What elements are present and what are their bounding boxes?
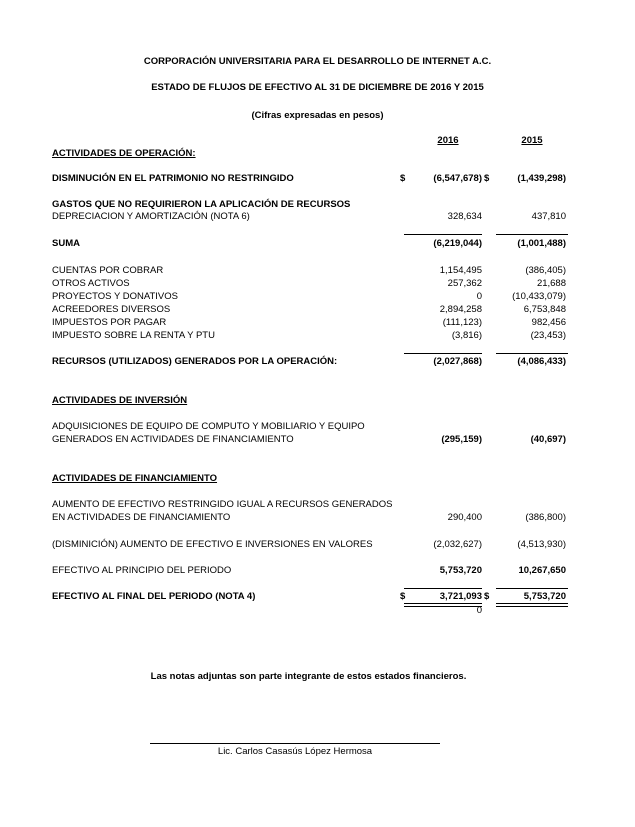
gastos-heading: GASTOS QUE NO REQUIRIERON LA APLICACIÓN DE RECURSOS	[52, 199, 351, 210]
rule-line	[496, 234, 568, 235]
value-2015: 437,810	[531, 211, 566, 222]
row-label-disminucion-patrimonio: DISMINUCIÓN EN EL PATRIMONIO NO RESTRINGIDO	[52, 173, 294, 184]
section-heading-financiamiento: ACTIVIDADES DE FINANCIAMIENTO	[52, 473, 218, 484]
value-2015: (4,086,433)	[517, 356, 566, 367]
company-name: CORPORACIÓN UNIVERSITARIA PARA EL DESARROLLO DE INTERNET A.C.	[143, 56, 492, 67]
column-header-2016: 2016	[437, 135, 459, 146]
currency-sign: $	[400, 173, 406, 184]
row-label-adquisiciones-cont: GENERADOS EN ACTIVIDADES DE FINANCIAMIENTO	[52, 434, 294, 445]
value-2015: 982,456	[531, 317, 566, 328]
rule-line	[404, 234, 482, 235]
value-2016: 290,400	[447, 512, 482, 523]
value-2015: (10,433,079)	[512, 291, 566, 302]
signature-name: Lic. Carlos Casasús López Hermosa	[217, 746, 373, 757]
currency-sign: $	[400, 591, 406, 602]
rule-line	[404, 353, 482, 354]
row-label-cuentas-por-cobrar: CUENTAS POR COBRAR	[52, 265, 164, 276]
column-header-2015: 2015	[521, 135, 543, 146]
row-label-suma: SUMA	[52, 238, 80, 249]
row-label-otros-activos: OTROS ACTIVOS	[52, 278, 130, 289]
value-2015: (23,453)	[530, 330, 566, 341]
value-2016: 5,753,720	[439, 565, 482, 576]
row-label-impuesto-renta-ptu: IMPUESTO SOBRE LA RENTA Y PTU	[52, 330, 215, 341]
value-2016: (2,027,868)	[433, 356, 482, 367]
double-rule-line	[496, 603, 568, 607]
currency-sign: $	[484, 591, 490, 602]
value-2016: (295,159)	[441, 434, 482, 445]
row-label-disminucion-efectivo: (DISMINICIÓN) AUMENTO DE EFECTIVO E INVERSIONES EN VALORES	[52, 539, 373, 550]
row-label-acreedores-diversos: ACREEDORES DIVERSOS	[52, 304, 171, 315]
value-2015: 6,753,848	[523, 304, 566, 315]
section-heading-inversion: ACTIVIDADES DE INVERSIÓN	[52, 395, 188, 406]
value-2016: (6,547,678)	[433, 173, 482, 184]
footer-note: Las notas adjuntas son parte integrante de estos estados financieros.	[150, 671, 467, 682]
value-2015: 5,753,720	[523, 591, 566, 602]
value-2016: 257,362	[447, 278, 482, 289]
value-2015: (386,800)	[525, 512, 566, 523]
signature-line	[150, 743, 440, 744]
row-label-aumento-efectivo-cont: EN ACTIVIDADES DE FINANCIAMIENTO	[52, 512, 231, 523]
value-2016: (6,219,044)	[433, 238, 482, 249]
value-2015: (386,405)	[525, 265, 566, 276]
value-2015: (40,697)	[530, 434, 566, 445]
value-2015: 21,688	[536, 278, 566, 289]
statement-subtitle: (Cifras expresadas en pesos)	[251, 110, 384, 121]
row-label-adquisiciones: ADQUISICIONES DE EQUIPO DE COMPUTO Y MOBILIARIO Y EQUIPO	[52, 421, 365, 432]
row-label-aumento-efectivo: AUMENTO DE EFECTIVO RESTRINGIDO IGUAL A RECURSOS GENERADOS	[52, 499, 393, 510]
row-label-impuestos-por-pagar: IMPUESTOS POR PAGAR	[52, 317, 167, 328]
value-2016: 328,634	[447, 211, 482, 222]
rule-line	[404, 588, 482, 589]
statement-title: ESTADO DE FLUJOS DE EFECTIVO AL 31 DE DICIEMBRE DE 2016 Y 2015	[151, 82, 484, 93]
currency-sign: $	[484, 173, 490, 184]
value-2016: 0	[476, 291, 482, 302]
rule-line	[496, 353, 568, 354]
value-2016: 2,894,258	[439, 304, 482, 315]
section-heading-operacion: ACTIVIDADES DE OPERACIÓN:	[52, 148, 196, 159]
value-2016: (3,816)	[451, 330, 482, 341]
value-2015: (1,001,488)	[517, 238, 566, 249]
value-2016: 1,154,495	[439, 265, 482, 276]
value-2016: (111,123)	[442, 317, 482, 328]
row-label-efectivo-inicio: EFECTIVO AL PRINCIPIO DEL PERIODO	[52, 565, 232, 576]
check-value: 0	[476, 605, 482, 616]
value-2016: (2,032,627)	[433, 539, 482, 550]
value-2015: (1,439,298)	[517, 173, 566, 184]
row-label-depreciacion: DEPRECIACION Y AMORTIZACIÓN (NOTA 6)	[52, 211, 250, 222]
rule-line	[496, 588, 568, 589]
row-label-proyectos-donativos: PROYECTOS Y DONATIVOS	[52, 291, 178, 302]
row-label-recursos-operacion: RECURSOS (UTILIZADOS) GENERADOS POR LA OPERACIÓN:	[52, 356, 338, 367]
value-2015: (4,513,930)	[517, 539, 566, 550]
row-label-efectivo-final: EFECTIVO AL FINAL DEL PERIODO (NOTA 4)	[52, 591, 256, 602]
value-2015: 10,267,650	[518, 565, 566, 576]
value-2016: 3,721,093	[439, 591, 482, 602]
